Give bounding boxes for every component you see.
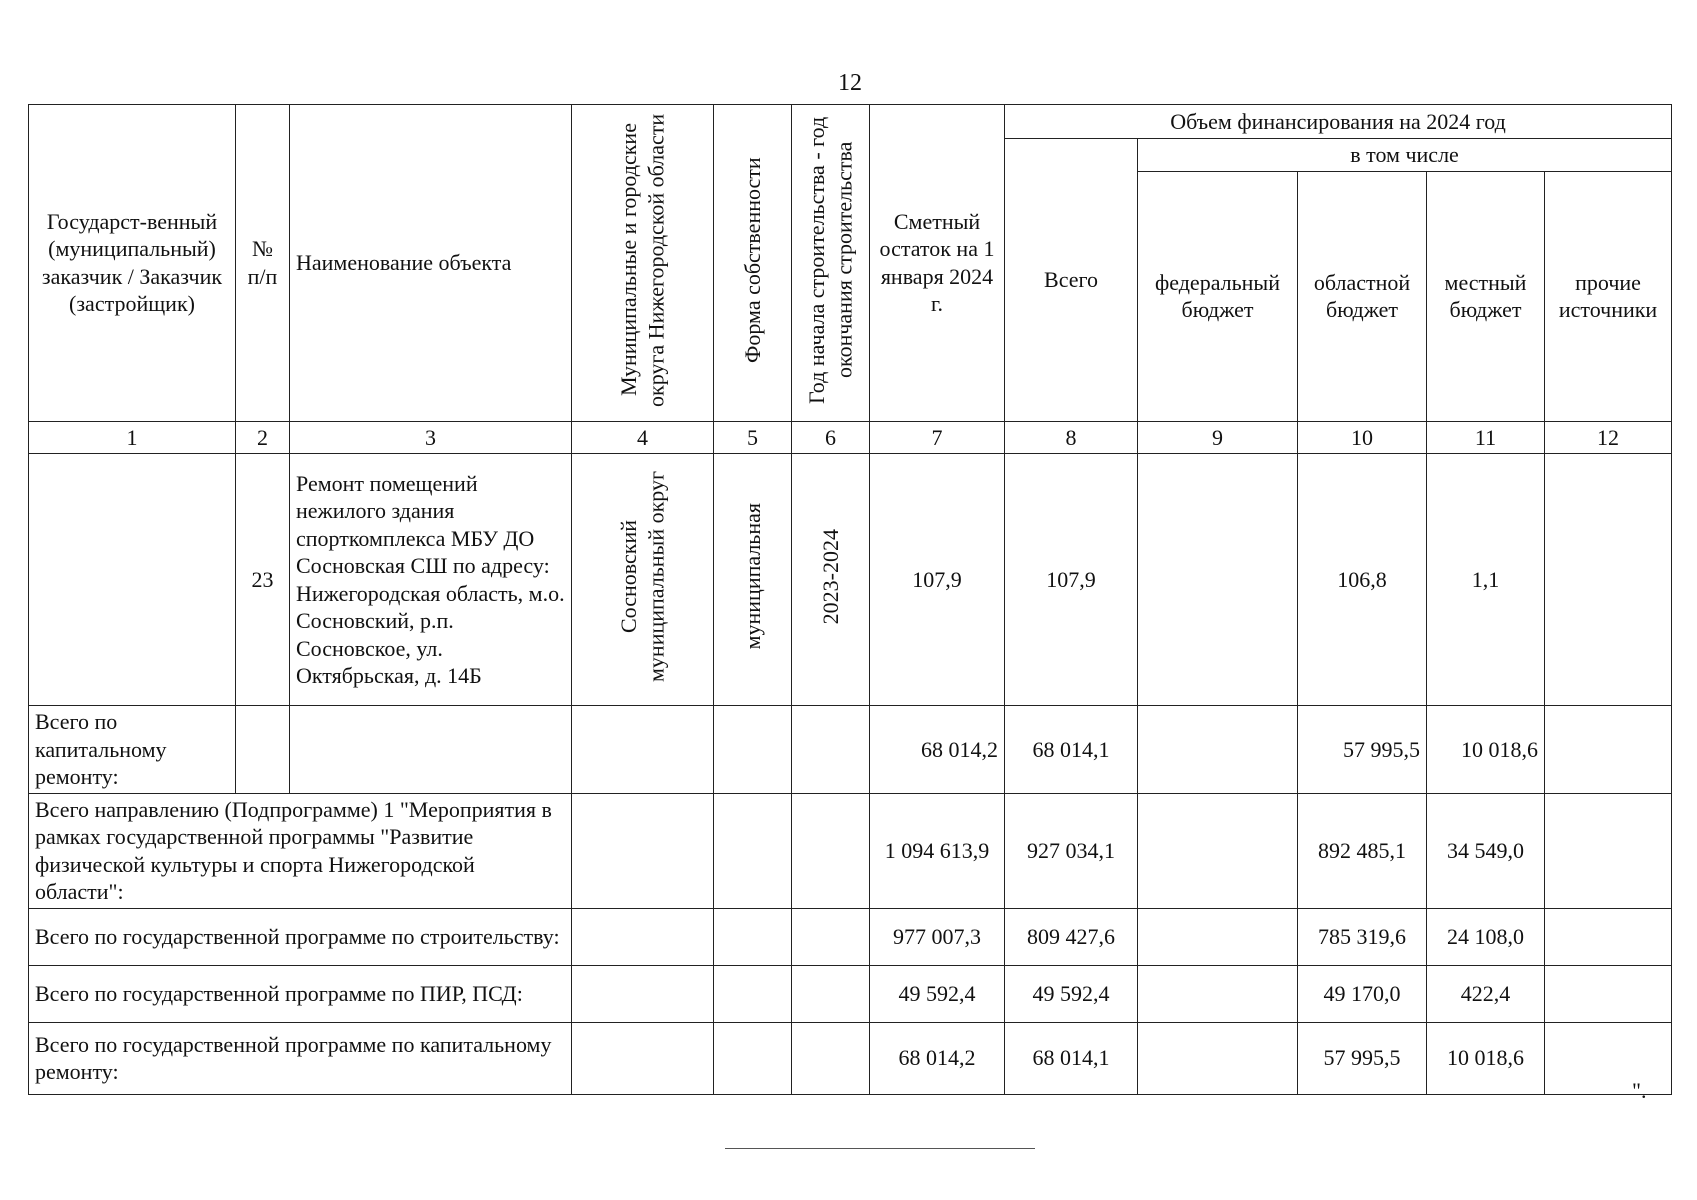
object-ownership [714, 454, 792, 706]
header-districts-text: Муниципальные и городские округа Нижегородской области [616, 112, 669, 407]
footer-divider [725, 1148, 1035, 1149]
header-years-text: Год начала строительства - год окончания строительства [804, 115, 857, 404]
empty-cell [792, 1022, 870, 1094]
summary-row [29, 1022, 1672, 1094]
column-number: 4 [572, 421, 714, 454]
summary-other [1545, 1022, 1672, 1094]
capital-repair-estimate-balance: 68 014,2 [870, 706, 1005, 794]
empty-cell [572, 793, 714, 908]
empty-cell [792, 793, 870, 908]
capital-repair-other [1545, 706, 1672, 794]
column-number: 10 [1298, 421, 1427, 454]
summary-local: 24 108,0 [1427, 908, 1545, 965]
header-other: прочие источники [1545, 171, 1672, 421]
capital-repair-total-label: Всего по капитальному ремонту: [29, 706, 236, 794]
summary-other [1545, 965, 1672, 1022]
summary-local: 10 018,6 [1427, 1022, 1545, 1094]
object-num: 23 [236, 454, 290, 706]
capital-repair-federal [1138, 706, 1298, 794]
column-number: 12 [1545, 421, 1672, 454]
header-row-1 [29, 105, 1672, 139]
header-regional: областной бюджет [1298, 171, 1427, 421]
object-row [29, 454, 1672, 706]
summary-local: 422,4 [1427, 965, 1545, 1022]
summary-estimate-balance: 49 592,4 [870, 965, 1005, 1022]
summary-other [1545, 908, 1672, 965]
capital-repair-local: 10 018,6 [1427, 706, 1545, 794]
column-number: 1 [29, 421, 236, 454]
empty-cell [714, 706, 792, 794]
summary-federal [1138, 793, 1298, 908]
summary-other [1545, 793, 1672, 908]
summary-total: 49 592,4 [1005, 965, 1138, 1022]
summary-local: 34 549,0 [1427, 793, 1545, 908]
summary-regional: 57 995,5 [1298, 1022, 1427, 1094]
empty-cell [236, 706, 290, 794]
page-number: 12 [838, 70, 862, 96]
empty-cell [714, 793, 792, 908]
summary-regional: 892 485,1 [1298, 793, 1427, 908]
summary-row [29, 908, 1672, 965]
header-local: местный бюджет [1427, 171, 1545, 421]
column-number-row [29, 421, 1672, 454]
empty-cell [714, 908, 792, 965]
summary-federal [1138, 1022, 1298, 1094]
summary-row [29, 793, 1672, 908]
summary-label: Всего по государственной программе по ПИР, ПСД: [29, 965, 572, 1022]
object-ownership-text: муниципальная [739, 503, 765, 650]
summary-label: Всего направлению (Подпрограмме) 1 "Мероприятия в рамках государственной программы "Развитие физической культуры и спорта Нижегородской области": [29, 793, 572, 908]
financing-table [28, 104, 1672, 1095]
object-local: 1,1 [1427, 454, 1545, 706]
header-including: в том числе [1138, 139, 1672, 172]
empty-cell [572, 908, 714, 965]
object-years-text: 2023-2024 [817, 528, 843, 624]
object-district-text: Сосновский муниципальный округ [616, 470, 669, 682]
summary-regional: 49 170,0 [1298, 965, 1427, 1022]
column-number: 7 [870, 421, 1005, 454]
object-district [572, 454, 714, 706]
column-number: 3 [290, 421, 572, 454]
empty-cell [572, 965, 714, 1022]
empty-cell [792, 908, 870, 965]
empty-cell [290, 706, 572, 794]
empty-cell [792, 706, 870, 794]
header-ownership-text: Форма собственности [739, 156, 765, 363]
column-number: 5 [714, 421, 792, 454]
object-customer [29, 454, 236, 706]
header-years [792, 105, 870, 422]
header-total: Всего [1005, 139, 1138, 422]
capital-repair-total: 68 014,1 [1005, 706, 1138, 794]
object-name: Ремонт помещений нежилого здания спорткомплекса МБУ ДО Сосновская СШ по адресу: Нижегородская область, м.о. Сосновский, р.п. Сосновское, ул. Октябрьская, д. 14Б [290, 454, 572, 706]
object-years [792, 454, 870, 706]
summary-label: Всего по государственной программе по строительству: [29, 908, 572, 965]
summary-regional: 785 319,6 [1298, 908, 1427, 965]
column-number: 11 [1427, 421, 1545, 454]
empty-cell [714, 965, 792, 1022]
empty-cell [792, 965, 870, 1022]
summary-estimate-balance: 977 007,3 [870, 908, 1005, 965]
object-regional: 106,8 [1298, 454, 1427, 706]
header-customer: Государст-венный (муниципальный) заказчик / Заказчик (застройщик) [29, 105, 236, 422]
summary-estimate-balance: 1 094 613,9 [870, 793, 1005, 908]
summary-row [29, 965, 1672, 1022]
header-num: № п/п [236, 105, 290, 422]
column-number: 8 [1005, 421, 1138, 454]
summary-total: 68 014,1 [1005, 1022, 1138, 1094]
header-federal: федеральный бюджет [1138, 171, 1298, 421]
header-estimate-balance: Сметный остаток на 1 января 2024 г. [870, 105, 1005, 422]
empty-cell [572, 706, 714, 794]
header-districts [572, 105, 714, 422]
summary-label: Всего по государственной программе по капитальному ремонту: [29, 1022, 572, 1094]
summary-federal [1138, 965, 1298, 1022]
empty-cell [572, 1022, 714, 1094]
object-total: 107,9 [1005, 454, 1138, 706]
header-object-name: Наименование объекта [290, 105, 572, 422]
header-ownership [714, 105, 792, 422]
column-number: 9 [1138, 421, 1298, 454]
summary-estimate-balance: 68 014,2 [870, 1022, 1005, 1094]
empty-cell [714, 1022, 792, 1094]
closing-quote-mark: ". [1632, 1078, 1647, 1103]
capital-repair-total-row [29, 706, 1672, 794]
header-funding-title: Объем финансирования на 2024 год [1005, 105, 1672, 139]
summary-federal [1138, 908, 1298, 965]
object-federal [1138, 454, 1298, 706]
capital-repair-regional: 57 995,5 [1298, 706, 1427, 794]
object-other [1545, 454, 1672, 706]
object-estimate-balance: 107,9 [870, 454, 1005, 706]
summary-total: 809 427,6 [1005, 908, 1138, 965]
column-number: 6 [792, 421, 870, 454]
column-number: 2 [236, 421, 290, 454]
summary-total: 927 034,1 [1005, 793, 1138, 908]
